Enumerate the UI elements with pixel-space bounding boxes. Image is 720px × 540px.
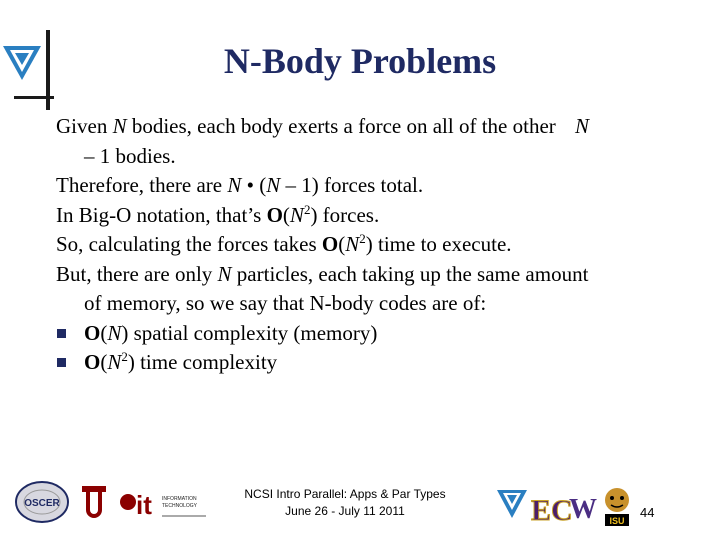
body-line-5: So, calculating the forces takes $O(N^2)$ time to execute. <box>56 231 512 256</box>
footer-text <box>205 486 485 520</box>
svg-text:TECHNOLOGY: TECHNOLOGY <box>162 503 198 509</box>
square-bullet-icon <box>57 358 66 367</box>
bullet-item: $O(N^2)$ time complexity <box>56 348 676 378</box>
footer-line-1: NCSI Intro Parallel: Apps & Par Types <box>244 487 446 501</box>
ecu-logo-icon <box>531 494 573 527</box>
uw-logo-icon <box>569 494 597 525</box>
page-number: 44 <box>640 505 655 520</box>
svg-text:ISU: ISU <box>609 516 625 526</box>
triangle-logo-icon <box>0 34 44 90</box>
bullet-item: O(N) spatial complexity (memory) <box>56 319 676 349</box>
footer-logos-right <box>495 482 635 530</box>
svg-text:W: W <box>569 494 597 525</box>
body-line-3: Therefore, there are N • (N – 1) forces total. <box>56 173 424 197</box>
ou-logo-icon <box>82 486 106 518</box>
slide-body <box>56 112 676 378</box>
title-divider-horizontal <box>14 96 54 99</box>
it-logo-icon <box>120 490 206 520</box>
square-bullet-icon <box>57 329 66 338</box>
isu-cyclone-logo-icon <box>605 488 629 526</box>
body-line-7: of memory, so we say that N-body codes are of: <box>84 291 487 315</box>
triangle-logo-small-icon <box>497 490 527 518</box>
body-line-2: – 1 bodies. <box>84 143 176 168</box>
body-line-1: Given N bodies, each body exerts a force on all of the other N <box>56 114 590 138</box>
svg-text:EC: EC <box>531 494 573 527</box>
slide-title: N-Body Problems <box>223 41 497 81</box>
body-line-6: But, there are only N particles, each taking up the same amount <box>56 261 589 286</box>
footer-line-2: June 26 - July 11 2011 <box>285 504 405 518</box>
body-line-4: In Big-O notation, that’s $O(N^2)$ forces. <box>56 201 380 227</box>
svg-text:it: it <box>136 490 152 520</box>
oscer-logo-icon <box>16 482 68 522</box>
svg-text:OSCER: OSCER <box>24 498 60 509</box>
svg-text:INFORMATION: INFORMATION <box>162 496 197 502</box>
footer-logos-left <box>10 476 210 532</box>
